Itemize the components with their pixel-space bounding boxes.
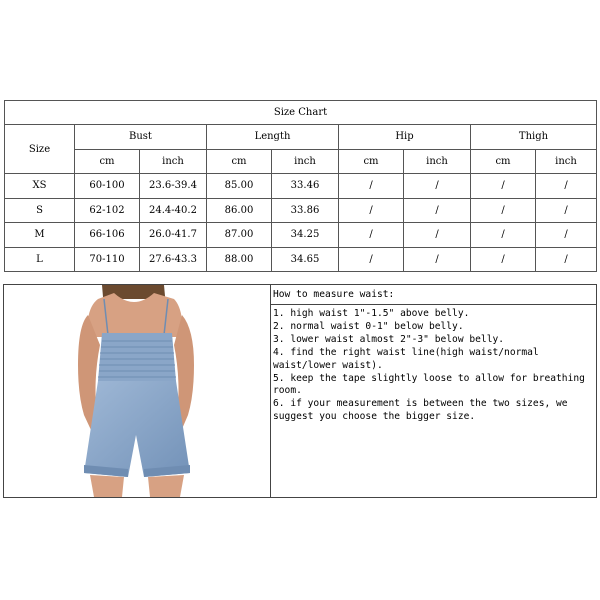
table-cell: / [471, 223, 536, 248]
table-cell: / [536, 247, 597, 272]
table-cell: 33.86 [272, 198, 339, 223]
table-cell: 85.00 [207, 174, 272, 199]
table-cell: / [404, 223, 471, 248]
table-cell: 23.6-39.4 [140, 174, 207, 199]
size-label: S [5, 198, 75, 223]
unit-header: inch [404, 149, 471, 174]
table-cell: / [404, 174, 471, 199]
size-label: M [5, 223, 75, 248]
length-header: Length [207, 125, 339, 150]
list-item: 4. find the right waist line(high waist/normal waist/lower waist). [273, 346, 539, 371]
table-cell: / [339, 247, 404, 272]
table-cell: 26.0-41.7 [140, 223, 207, 248]
hip-header: Hip [339, 125, 471, 150]
table-cell: / [404, 247, 471, 272]
list-item: 3. lower waist almost 2"-3" below belly. [273, 333, 505, 345]
table-cell: 86.00 [207, 198, 272, 223]
list-item: 6. if your measurement is between the two sizes, we suggest you choose the bigger size. [273, 398, 568, 423]
size-label: L [5, 247, 75, 272]
table-cell: 34.25 [272, 223, 339, 248]
unit-header: inch [536, 149, 597, 174]
size-chart-table [4, 100, 597, 272]
table-cell: 60-100 [75, 174, 140, 199]
measure-panel [3, 284, 597, 498]
table-cell: 27.6-43.3 [140, 247, 207, 272]
table-row [5, 247, 597, 272]
unit-header: inch [272, 149, 339, 174]
waist-guide [271, 285, 596, 497]
unit-header: cm [207, 149, 272, 174]
table-cell: / [404, 198, 471, 223]
size-column-header: Size [5, 125, 75, 174]
thigh-header: Thigh [471, 125, 597, 150]
unit-header: cm [75, 149, 140, 174]
list-item: 1. high waist 1"-1.5" above belly. [273, 308, 470, 319]
table-cell: 87.00 [207, 223, 272, 248]
table-cell: 34.65 [272, 247, 339, 272]
table-cell: / [471, 247, 536, 272]
table-row [5, 174, 597, 199]
unit-header: cm [339, 149, 404, 174]
list-item: 2. normal waist 0-1" below belly. [273, 320, 464, 332]
measure-heading: How to measure waist: [271, 285, 596, 305]
table-cell: / [339, 198, 404, 223]
bust-header: Bust [75, 125, 207, 150]
table-cell: 24.4-40.2 [140, 198, 207, 223]
table-cell: 88.00 [207, 247, 272, 272]
table-cell: / [471, 198, 536, 223]
table-cell: / [536, 174, 597, 199]
chart-title: Size Chart [5, 101, 597, 125]
table-row [5, 198, 597, 223]
table-cell: / [339, 223, 404, 248]
measure-steps [271, 305, 596, 424]
table-cell: 70-110 [75, 247, 140, 272]
table-cell: / [536, 198, 597, 223]
unit-header: inch [140, 149, 207, 174]
size-label: XS [5, 174, 75, 199]
product-photo [4, 285, 271, 497]
table-cell: 66-106 [75, 223, 140, 248]
list-item: 5. keep the tape slightly loose to allow for breathing room. [273, 372, 585, 397]
table-cell: / [536, 223, 597, 248]
romper-model-illustration [4, 285, 270, 497]
table-cell: / [339, 174, 404, 199]
unit-header: cm [471, 149, 536, 174]
table-cell: 62-102 [75, 198, 140, 223]
table-row [5, 223, 597, 248]
table-cell: / [471, 174, 536, 199]
table-cell: 33.46 [272, 174, 339, 199]
